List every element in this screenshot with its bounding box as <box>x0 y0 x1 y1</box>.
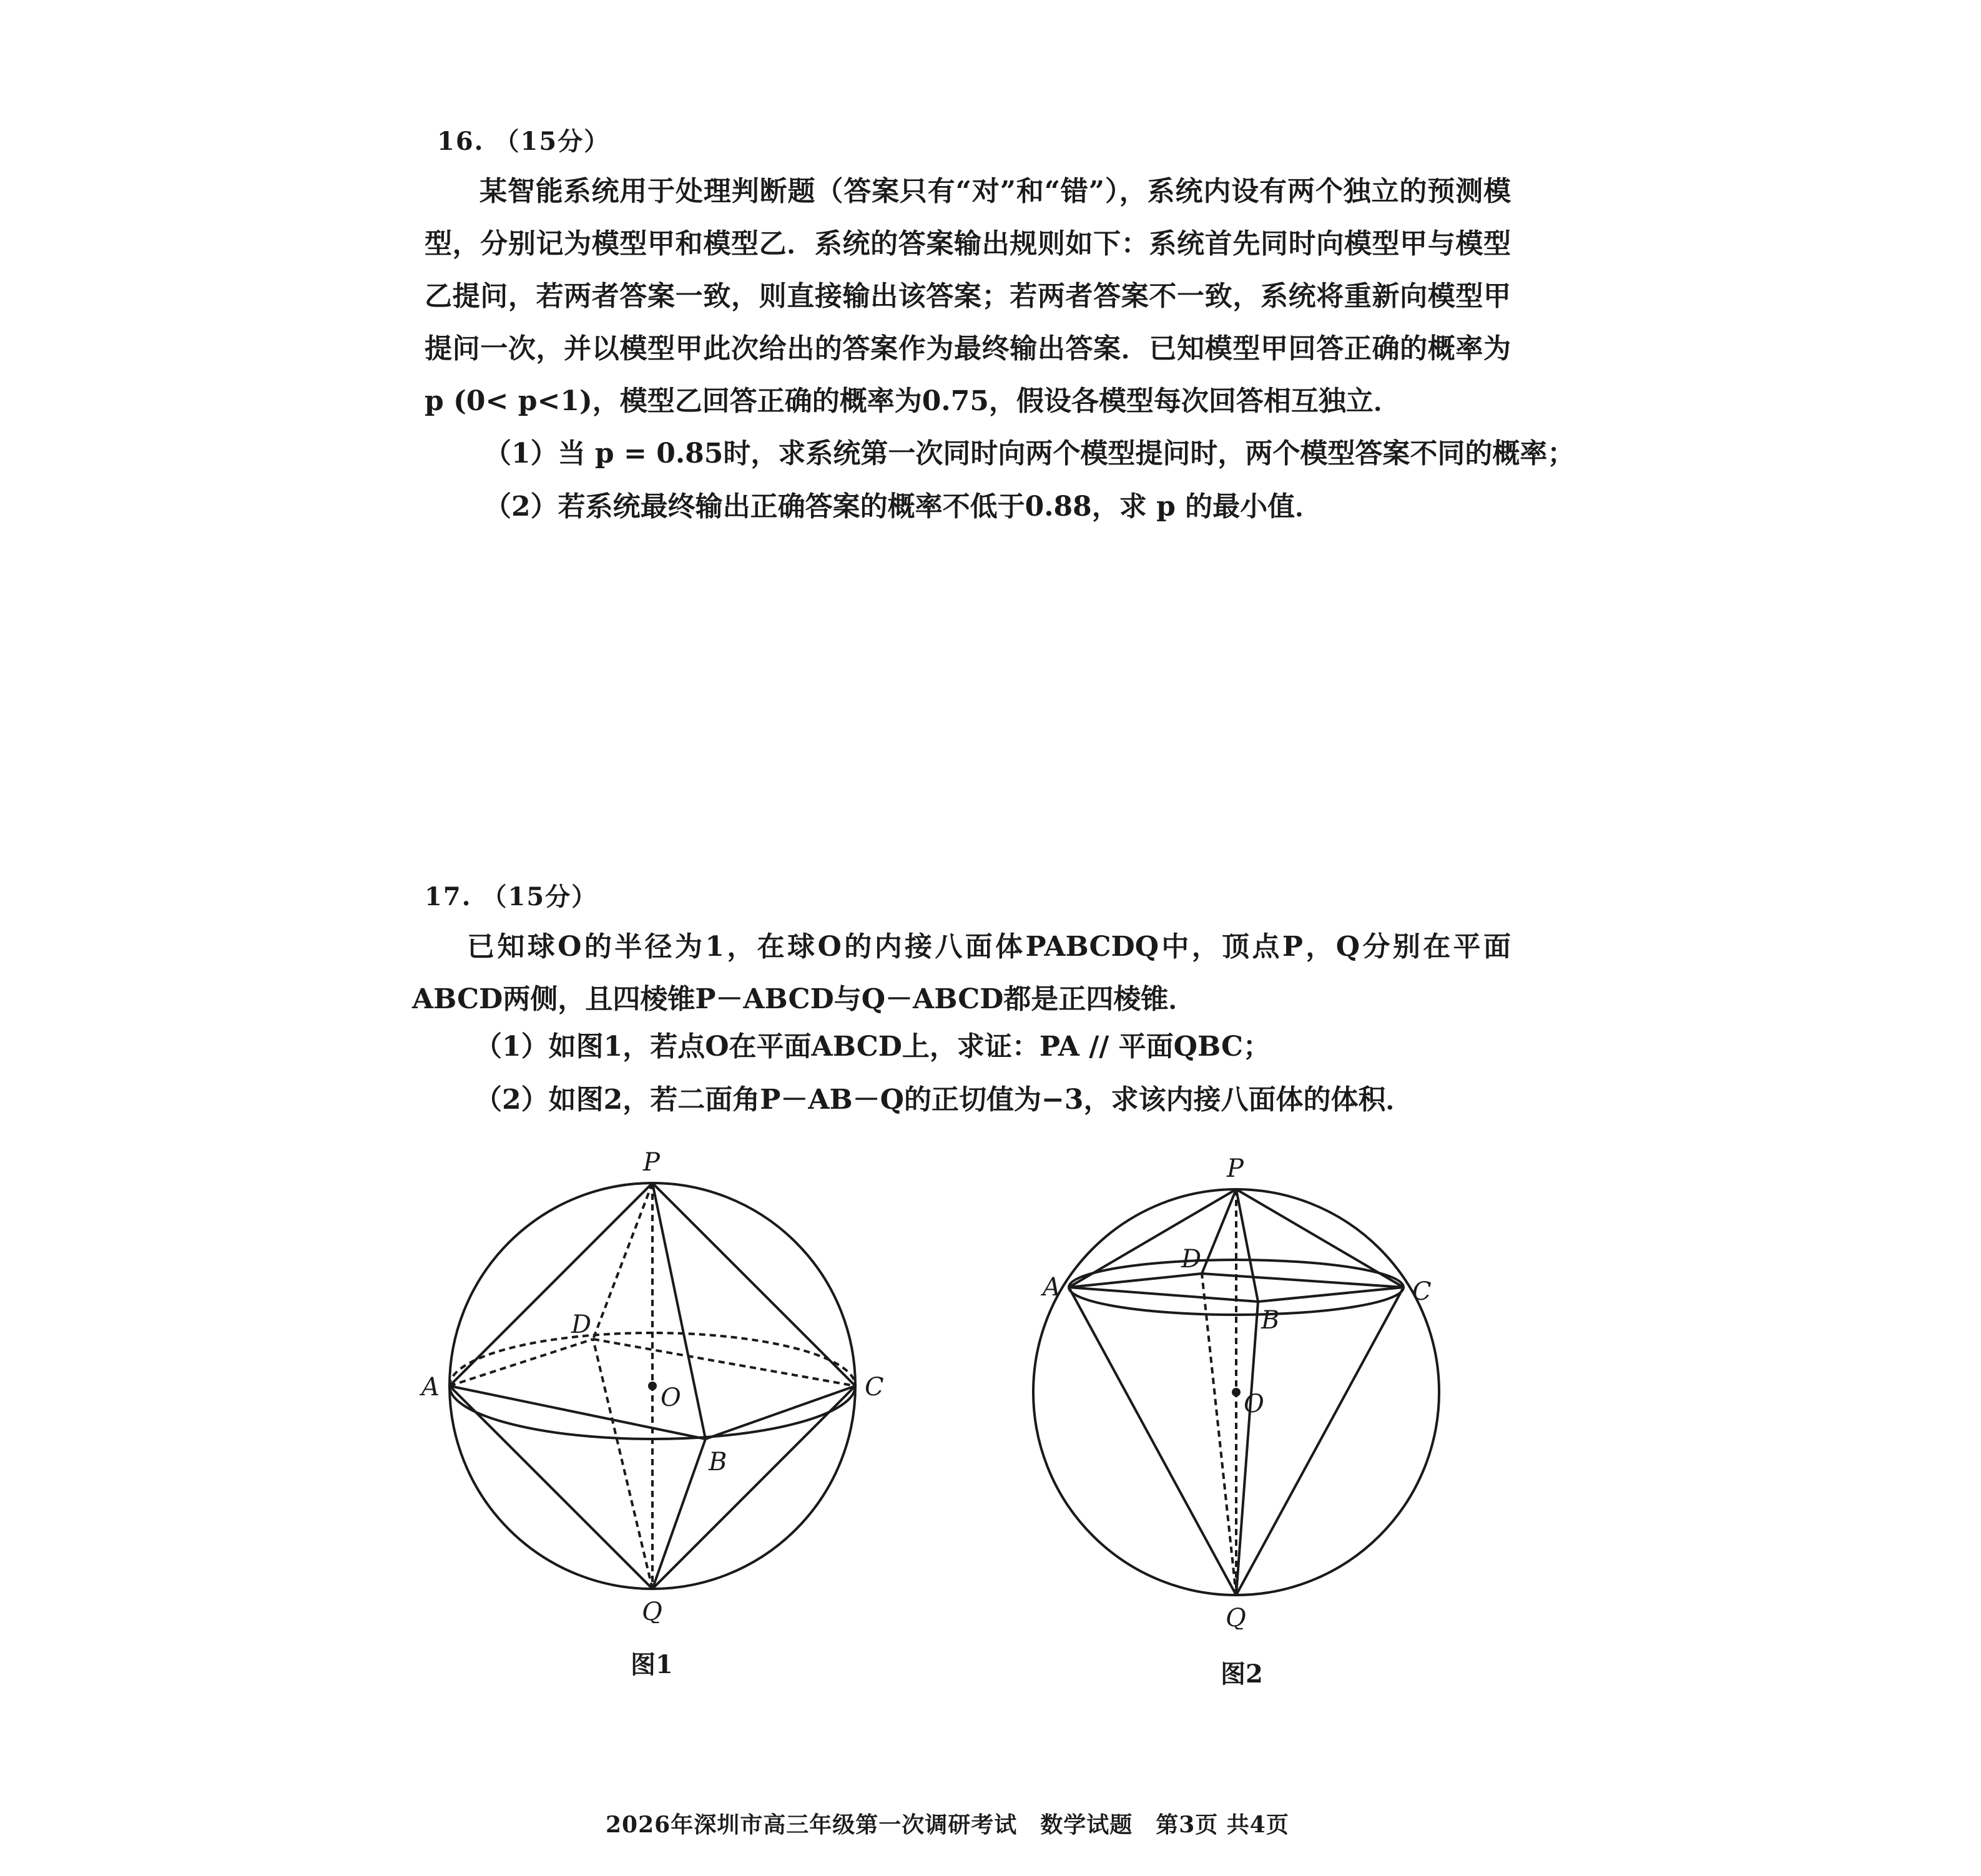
fig2-label-P: P <box>1227 1154 1244 1183</box>
fig2-label-A: A <box>1043 1273 1061 1302</box>
q16-part1: （1）当 p = 0.85时，求系统第一次同时向两个模型提问时，两个模型答案不同的概率； <box>484 438 1575 469</box>
fig2-edge-PC <box>1236 1189 1403 1287</box>
fig1-edge-PC <box>652 1183 855 1386</box>
fig1-label-A: A <box>421 1373 440 1402</box>
fig2-label-D: D <box>1181 1245 1202 1274</box>
fig1-label-B: B <box>709 1448 727 1476</box>
fig1-label-Q: Q <box>642 1598 662 1623</box>
q16-heading: 16. （15分） <box>437 127 611 156</box>
figure-2-caption: 图2 <box>1221 1659 1263 1689</box>
fig1-edge-PD <box>593 1183 652 1339</box>
fig1-edge-PA <box>450 1183 652 1386</box>
fig2-edge-BC <box>1258 1287 1403 1302</box>
fig2-edge-AB <box>1069 1287 1258 1302</box>
fig2-edge-PB <box>1236 1189 1258 1302</box>
q17-body <box>412 921 1511 1026</box>
fig2-edge-QA <box>1069 1287 1236 1595</box>
fig2-label-B: B <box>1261 1306 1280 1335</box>
q16-body <box>425 165 1511 428</box>
q16-part2: （2）若系统最终输出正确答案的概率不低于0.88，求 p 的最小值． <box>484 491 1323 523</box>
q17-part2: （2）如图2，若二面角P－AB－Q的正切值为−3，求该内接八面体的体积． <box>474 1084 1413 1116</box>
q17-heading: 17. （15分） <box>425 882 598 911</box>
fig1-center-dot <box>648 1382 657 1390</box>
q16-body-text: 某智能系统用于处理判断题（答案只有“对”和“错”），系统内设有两个独立的预测模型，分别记为模型甲和模型乙．系统的答案输出规则如下：系统首先同时向模型甲与模型乙提问，若两者答案一致，则直接输出该答案；若两者答案不一致，系统将重新向模型甲提问一次，并以模型甲此次给出的答案作为最终输出答案．已知模型甲回答正确的概率为 p (0< p<1)，模型乙回答正确的概率为0.75，假设各模型每次回答相互独立． <box>425 175 1511 417</box>
fig1-edge-BC <box>705 1386 855 1439</box>
fig2-edge-PA <box>1069 1189 1236 1287</box>
page-footer: 2026年深圳市高三年级第一次调研考试 数学试题 第3页 共4页 <box>606 1812 1289 1838</box>
q17-part1: （1）如图1，若点O在平面ABCD上，求证：PA // 平面QBC； <box>474 1031 1271 1063</box>
fig1-label-C: C <box>865 1373 884 1402</box>
fig2-edge-DC <box>1202 1274 1403 1287</box>
fig1-edge-QB <box>652 1439 705 1589</box>
fig2-label-O: O <box>1244 1390 1264 1418</box>
fig2-center-dot <box>1232 1388 1241 1397</box>
fig2-edge-QB <box>1236 1302 1258 1595</box>
figure-1-caption: 图1 <box>631 1650 673 1679</box>
fig1-label-D: D <box>571 1310 592 1339</box>
fig1-edge-QA <box>450 1386 652 1589</box>
fig2-label-Q: Q <box>1226 1604 1246 1629</box>
q17-body-text: 已知球O的半径为1，在球O的内接八面体PABCDQ中，顶点P，Q分别在平面ABCD两侧，且四棱锥P－ABCD与Q－ABCD都是正四棱锥． <box>412 931 1511 1015</box>
fig1-label-P: P <box>643 1148 660 1177</box>
fig2-edge-QD <box>1202 1274 1236 1595</box>
fig1-edge-QD <box>593 1339 652 1589</box>
fig1-label-O: O <box>661 1383 681 1412</box>
fig1-edge-QC <box>652 1386 855 1589</box>
fig2-label-C: C <box>1412 1277 1432 1306</box>
figure-1-diagram <box>412 1136 924 1623</box>
figure-2-diagram <box>1011 1142 1486 1629</box>
